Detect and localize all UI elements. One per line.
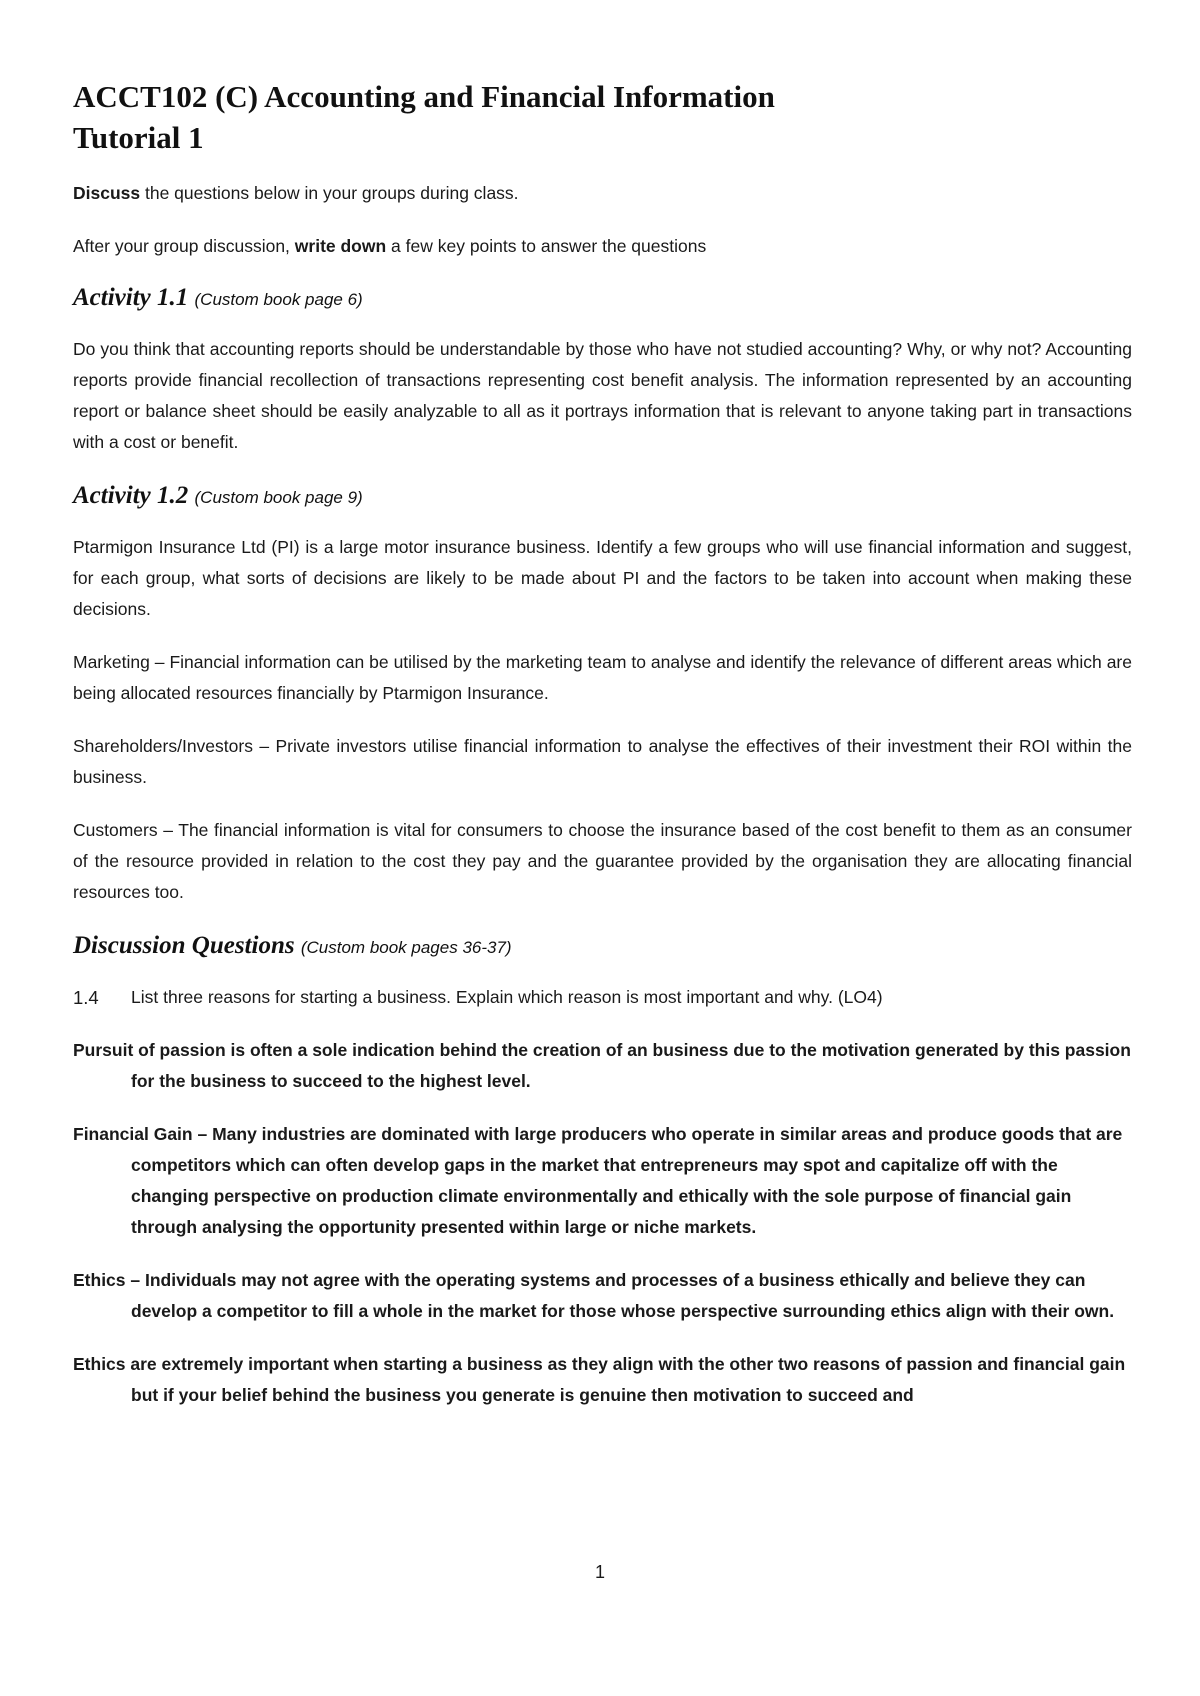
instruction-discuss [73, 178, 1132, 209]
activity-2-intro: Ptarmigon Insurance Ltd (PI) is a large motor insurance business. Identify a few groups who will use financial information and suggest, for each group, what sorts of decisions are likely to be made about PI and the factors to be taken into account when making these decisions. [73, 537, 1132, 619]
answer-financial-gain: Financial Gain – Many industries are dominated with large producers who operate in similar areas and produce goods that are competitors which can often develop gaps in the market that entrepreneurs may spot and capitalize off with the changing perspective on production climate environmentally and ethically with the sole purpose of financial gain through analysing the opportunity presented within large or niche markets. [73, 1124, 1123, 1237]
activity-2-note: (Custom book page 9) [194, 488, 363, 507]
write-text-post: a few key points to answer the questions [386, 236, 707, 256]
page-number: 1 [594, 1562, 605, 1582]
title-course: ACCT102 (C) Accounting and Financial Information [73, 79, 775, 114]
write-text-pre: After your group discussion, [73, 236, 295, 256]
document-title [73, 76, 1132, 158]
activity-1-heading [73, 284, 1132, 312]
answer-passion: Pursuit of passion is often a sole indication behind the creation of an business due to the motivation generated by this passion for the business to succeed to the highest level. [73, 1040, 1131, 1091]
discuss-emphasis: Discuss [73, 183, 141, 203]
instruction-write [73, 231, 1132, 262]
discussion-title: Discussion Questions [73, 932, 295, 959]
activity-2-title: Activity 1.2 [73, 482, 189, 509]
answer-conclusion: Ethics are extremely important when starting a business as they align with the other two reasons of passion and financial gain but if your belief behind the business you generate is genuine then motivation to succeed and [73, 1354, 1126, 1405]
activity-1-title: Activity 1.1 [73, 284, 189, 311]
group-customers: Customers – The financial information is vital for consumers to choose the insurance based of the cost benefit to them as an consumer of the resource provided in relation to the cost they pay and the guarantee provided by the organisation they are allocating financial resources too. [73, 820, 1132, 902]
write-emphasis: write down [294, 236, 387, 256]
discuss-text: the questions below in your groups during class. [140, 183, 519, 203]
question-number: 1.4 [73, 987, 99, 1008]
activity-1-text: Do you think that accounting reports should be understandable by those who have not studied accounting? Why, or why not? Accounting reports provide financial recollection of transactions representing cost benefit analysis. The information represented by an accounting report or balance sheet should be easily analyzable to all as it portrays information that is relevant to anyone taking part in transactions with a cost or benefit. [73, 339, 1132, 452]
activity-1-note: (Custom book page 6) [194, 290, 363, 309]
activity-2-heading [73, 482, 1132, 510]
question-1-4 [73, 982, 1132, 1013]
group-marketing: Marketing – Financial information can be utilised by the marketing team to analyse and identify the relevance of different areas which are being allocated resources financially by Ptarmigon Insurance. [73, 652, 1132, 703]
answer-ethics: Ethics – Individuals may not agree with the operating systems and processes of a business ethically and believe they can develop a competitor to fill a whole in the market for those whose perspective surrounding ethics align with their own. [73, 1270, 1115, 1321]
discussion-note: (Custom book pages 36-37) [300, 938, 512, 957]
discussion-heading [73, 932, 1132, 960]
question-text: List three reasons for starting a business. Explain which reason is most important and why. (LO4) [131, 987, 883, 1007]
group-shareholders: Shareholders/Investors – Private investors utilise financial information to analyse the effectives of their investment their ROI within the business. [73, 736, 1132, 787]
title-tutorial: Tutorial 1 [73, 120, 204, 155]
